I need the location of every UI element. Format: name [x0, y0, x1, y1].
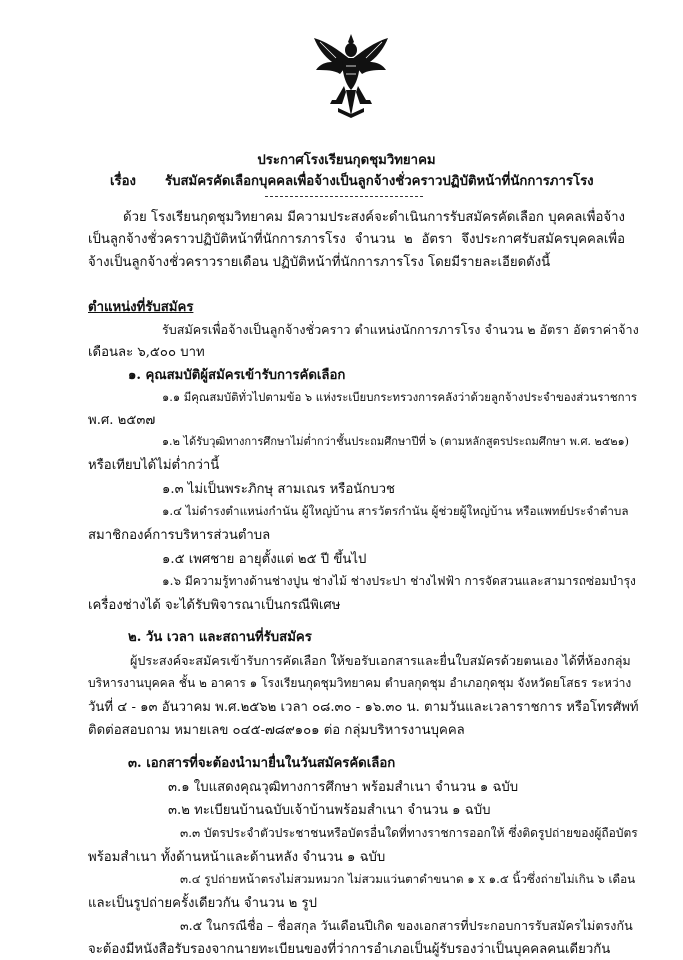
position-heading: ตำแหน่งที่รับสมัคร	[88, 300, 194, 315]
intro-paragraph: ด้วย โรงเรียนกุดชุมวิทยาคม มีความประสงค์จะดำเนินการรับสมัครคัดเลือก บุคคลเพื่อจ้างเป็นลูกจ้างชั่วคราวปฏิบัติหน้าที่นักการภารโรง จำนวน ๒ อัตรา จึงประกาศรับสมัครบุคคลเพื่อจ้างเป็นลูกจ้างชั่วคราวรายเดือน ปฏิบัติหน้าที่นักการภารโรง โดยมีรายละเอียดดังนี้	[88, 210, 625, 270]
item-3-5: ๓.๕ ในกรณีชื่อ – ชื่อสกุล วันเดือนปีเกิด ของเอกสารที่ประกอบการรับสมัครไม่ตรงกัน	[180, 918, 633, 933]
item-3-4: ๓.๔ รูปถ่ายหน้าตรงไม่สวมหมวก ไม่สวมแว่นตาดำขนาด ๑ x ๑.๕ นิ้วซึ่งถ่ายไม่เกิน ๖ เดือน	[180, 872, 636, 886]
section-2-line-2: บริหารงานบุคคล ชั้น ๒ อาคาร ๑ โรงเรียนกุดชุมวิทยาคม ตำบลกุดชุม อำเภอกุดชุม จังหวัดยโสธร ระหว่าง	[88, 676, 632, 690]
subject-label: เรื่อง	[110, 174, 136, 189]
item-3-4-cont: และเป็นรูปถ่ายครั้งเดียวกัน จำนวน ๒ รูป	[88, 896, 317, 911]
section-1-heading: ๑. คุณสมบัติผู้สมัครเข้ารับการคัดเลือก	[128, 368, 346, 383]
garuda-emblem-icon	[306, 30, 396, 120]
section-2-line-1: ผู้ประสงค์จะสมัครเข้ารับการคัดเลือก ให้ขอรับเอกสารและยื่นใบสมัครด้วยตนเอง ได้ที่ห้องกลุ่ม	[130, 653, 631, 668]
section-2-line-4: ติดต่อสอบถาม หมายเลข ๐๔๕-๗๘๙๑๐๑ ต่อ กลุ่มบริหารงานบุคคล	[88, 723, 465, 738]
section-2-line-3: วันที่ ๔ - ๑๓ อันวาคม พ.ศ.๒๕๖๒ เวลา ๐๘.๓๐ - ๑๖.๓๐ น. ตามวันและเวลาราชการ หรือโทรศัพท์	[88, 700, 639, 715]
item-1-3: ๑.๓ ไม่เป็นพระภิกษุ สามเณร หรือนักบวช	[162, 482, 395, 497]
item-1-1: ๑.๑ มีคุณสมบัติทั่วไปตามข้อ ๖ แห่งระเบียบกระทรวงการคลังว่าด้วยลูกจ้างประจำของส่วนราชการ	[162, 390, 638, 404]
item-3-5-cont: จะต้องมีหนังสือรับรองจากนายทะเบียนของที่ว่าการอำเภอเป็นผู้รับรองว่าเป็นบุคคลคนเดียวกัน	[88, 942, 611, 957]
item-3-1: ๓.๑ ใบแสดงคุณวุฒิทางการศึกษา พร้อมสำเนา จำนวน ๑ ฉบับ	[168, 780, 519, 795]
item-1-1-cont: พ.ศ. ๒๕๓๗	[88, 413, 156, 428]
announcement-subject	[110, 172, 653, 191]
subject-text: รับสมัครคัดเลือกบุคคลเพื่อจ้างเป็นลูกจ้างชั่วคราวปฏิบัติหน้าที่นักการภารโรง	[165, 174, 594, 189]
item-1-2: ๑.๒ ได้รับวุฒิทางการศึกษาไม่ต่ำกว่าชั้นประถมศึกษาปีที่ ๖ (ตามหลักสูตรประถมศึกษา พ.ศ. ๒๕๒๑)	[162, 435, 629, 448]
item-1-6: ๑.๖ มีความรู้ทางด้านช่างปูน ช่างไม้ ช่างประปา ช่างไฟฟ้า การจัดสวนและสามารถซ่อมบำรุง	[162, 574, 636, 588]
item-3-2: ๓.๒ ทะเบียนบ้านฉบับเจ้าบ้านพร้อมสำเนา จำนวน ๑ ฉบับ	[168, 803, 491, 818]
item-1-2-cont: หรือเทียบได้ไม่ต่ำกว่านี้	[88, 458, 220, 473]
item-1-4-cont: สมาชิกองค์การบริหารส่วนตำบล	[88, 528, 271, 543]
item-1-6-cont: เครื่องช่างได้ จะได้รับพิจารณาเป็นกรณีพิเศษ	[88, 598, 341, 613]
title-separator	[265, 196, 423, 197]
position-line-2: เดือนละ ๖,๕๐๐ บาท	[88, 345, 205, 360]
position-line-1: รับสมัครเพื่อจ้างเป็นลูกจ้างชั่วคราว ตำแหน่งนักการภารโรง จำนวน ๒ อัตรา อัตราค่าจ้าง	[162, 322, 639, 337]
section-3-heading: ๓. เอกสารที่จะต้องนำมายื่นในวันสมัครคัดเลือก	[128, 756, 396, 771]
section-2-heading: ๒. วัน เวลา และสถานที่รับสมัคร	[128, 630, 312, 645]
item-1-4: ๑.๔ ไม่ดำรงตำแหน่งกำนัน ผู้ใหญ่บ้าน สารวัตรกำนัน ผู้ช่วยผู้ใหญ่บ้าน หรือแพทย์ประจำตำบล	[162, 504, 629, 518]
announcement-title: ประกาศโรงเรียนกุดชุมวิทยาคม	[257, 153, 436, 168]
item-3-3-cont: พร้อมสำเนา ทั้งด้านหน้าและด้านหลัง จำนวน ๑ ฉบับ	[88, 850, 386, 865]
item-3-3: ๓.๓ บัตรประจำตัวประชาชนหรือบัตรอื่นใดที่ทางราชการออกให้ ซึ่งติดรูปถ่ายของผู้ถือบัตร	[180, 826, 638, 840]
item-1-5: ๑.๕ เพศชาย อายุตั้งแต่ ๒๕ ปี ขึ้นไป	[162, 552, 367, 567]
